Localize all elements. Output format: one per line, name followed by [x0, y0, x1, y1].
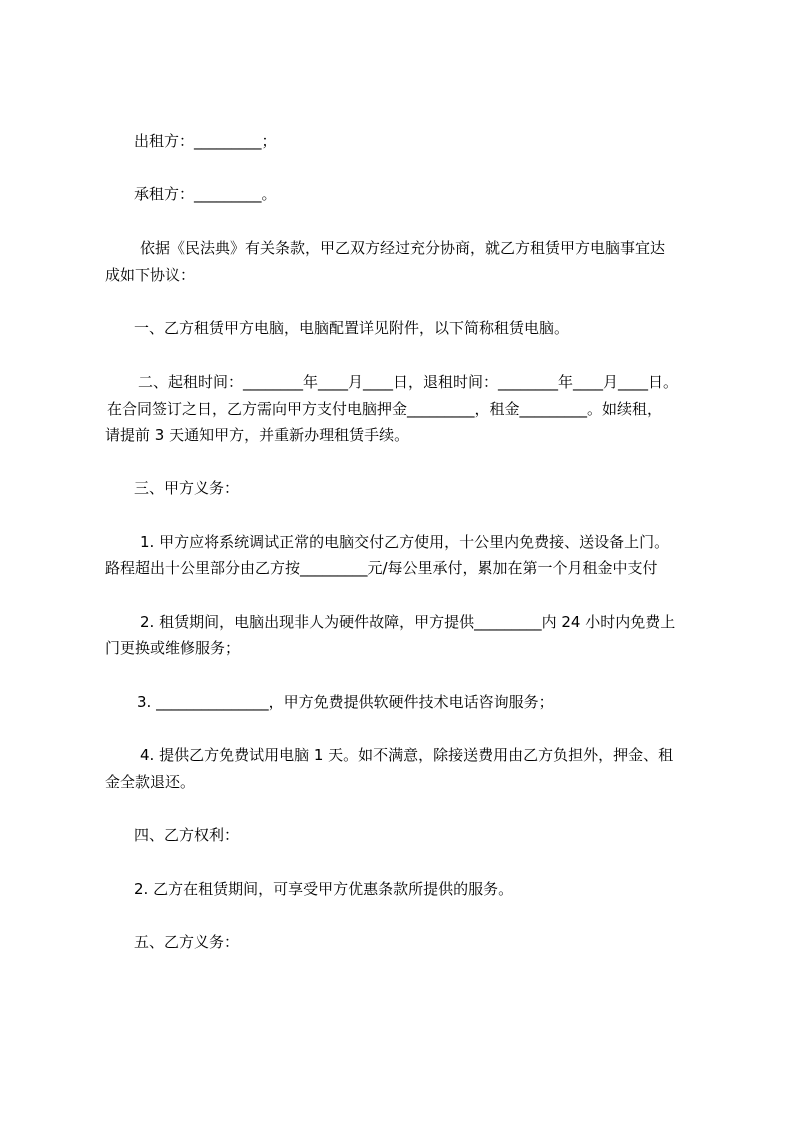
section-3-heading: 三、甲方义务： — [134, 479, 240, 497]
item-3-2-line-1: 2. 租赁期间，电脑出现非人为硬件故障，甲方提供_________内 24 小时内免费上 — [140, 613, 676, 631]
clause-1: 一、乙方租赁甲方电脑，电脑配置详见附件，以下简称租赁电脑。 — [134, 319, 570, 337]
preamble-line-1: 依据《民法典》有关条款，甲乙双方经过充分协商，就乙方租赁甲方电脑事宜达 — [140, 239, 666, 257]
item-3-2-line-2: 门更换或维修服务； — [105, 639, 241, 657]
clause-2-line-1: 二、起租时间：________年____月____日，退租时间：________年____月____日。 — [138, 373, 679, 391]
clause-2-line-2: 在合同签订之日，乙方需向甲方支付电脑押金_________，租金_________。如续租， — [107, 400, 663, 418]
item-3-3: 3. _______________，甲方免费提供软硬件技术电话咨询服务； — [137, 693, 554, 711]
preamble-line-2: 成如下协议： — [105, 266, 196, 284]
item-4-2: 2. 乙方在租赁期间，可享受甲方优惠条款所提供的服务。 — [134, 880, 514, 898]
section-4-heading: 四、乙方权利： — [134, 826, 240, 844]
item-3-4-line-1: 4. 提供乙方免费试用电脑 1 天。如不满意，除接送费用由乙方负担外，押金、租 — [140, 746, 674, 764]
item-3-1-line-2: 路程超出十公里部分由乙方按_________元/每公里承付，累加在第一个月租金中支付 — [105, 559, 658, 577]
item-3-1-line-1: 1. 甲方应将系统调试正常的电脑交付乙方使用，十公里内免费接、送设备上门。 — [140, 533, 670, 551]
lessee-line: 承租方：_________。 — [134, 185, 277, 203]
clause-2-line-3: 请提前 3 天通知甲方，并重新办理租赁手续。 — [105, 426, 410, 444]
item-3-4-line-2: 金全款退还。 — [105, 773, 196, 791]
section-5-heading: 五、乙方义务： — [134, 933, 240, 951]
lessor-line: 出租方：_________； — [134, 132, 277, 150]
